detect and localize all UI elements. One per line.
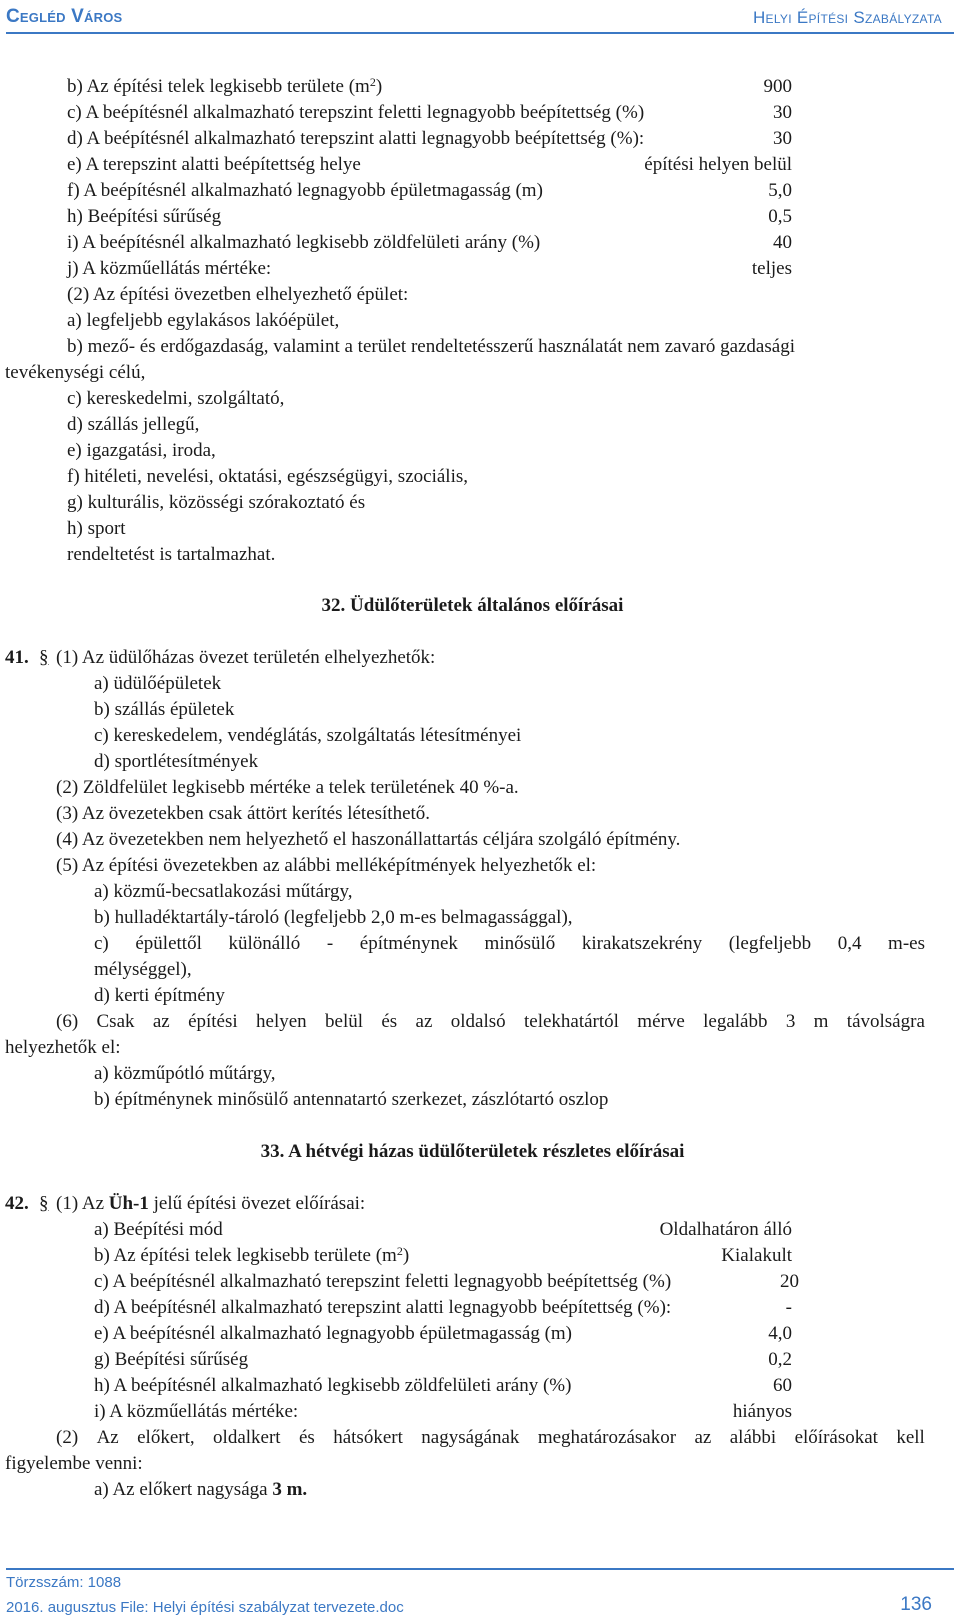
row-label: c) A beépítésnél alkalmazható terepszint feletti legnagyobb beépítettség (%): [67, 102, 645, 123]
par41-line: [0, 775, 960, 801]
justified-line-p6: [56, 1009, 925, 1035]
word: építési: [188, 1011, 238, 1032]
row-label: d) A beépítésnél alkalmazható terepszint alatti legnagyobb beépítettség (%):: [94, 1297, 672, 1318]
header-title: Helyi Építési Szabályzata: [752, 8, 942, 27]
row-value: 30: [773, 128, 792, 149]
row-label: h) A beépítésnél alkalmazható legkisebb zöldfelületi arány (%): [94, 1375, 572, 1396]
row-value: 0,2: [768, 1349, 792, 1370]
par41-text: (1) Az üdülőházas övezet területén elhelyezhetők:: [56, 647, 436, 668]
superscript: 2: [369, 75, 376, 89]
word: alábbi: [729, 1427, 777, 1448]
row-label: g) Beépítési sűrűség: [94, 1349, 249, 1370]
par41-item: a) közmű-becsatlakozási műtárgy,: [94, 881, 353, 902]
row-label: d) A beépítésnél alkalmazható terepszint alatti legnagyobb beépítettség (%):: [67, 128, 645, 149]
para2-line: [0, 282, 960, 308]
word: 0,4: [837, 933, 862, 954]
para2-line: [0, 438, 960, 464]
par41-line: [0, 931, 960, 957]
para2-item: c) kereskedelmi, szolgáltató,: [67, 388, 285, 409]
row-value: Oldalhatáron álló: [659, 1219, 792, 1240]
par41-text-cont: helyezhetők el:: [5, 1037, 121, 1058]
word: az: [694, 1427, 712, 1448]
label-end: ): [375, 76, 383, 97]
row-label: i) A beépítésnél alkalmazható legkisebb zöldfelületi arány (%): [67, 232, 541, 253]
row-value: teljes: [751, 258, 792, 279]
para2-line: [0, 360, 960, 386]
par42-line: [0, 1191, 960, 1217]
word: (6): [56, 1011, 79, 1032]
par42-row: [0, 1269, 960, 1295]
word: (2): [56, 1427, 79, 1448]
para2-item: a) legfeljebb egylakásos lakóépület,: [67, 310, 340, 331]
par41-item: a) üdülőépületek: [94, 673, 222, 694]
page-footer: [6, 1568, 954, 1618]
word: helyen: [256, 1011, 307, 1032]
para2-item: d) szállás jellegű,: [67, 414, 200, 435]
block1-row: [0, 126, 960, 152]
par41-line: [0, 723, 960, 749]
row-value: 5,0: [768, 180, 792, 201]
par42-line: [0, 1425, 960, 1451]
intro-post: jelű építési övezet előírásai:: [153, 1193, 366, 1214]
par41-line: [0, 905, 960, 931]
word: meghatározásakor: [537, 1427, 677, 1448]
word: oldalsó: [450, 1011, 506, 1032]
par41-item: d) sportlétesítmények: [94, 751, 259, 772]
para2-item: g) kulturális, közösségi szórakoztató és: [67, 492, 366, 513]
par42-row: [0, 1347, 960, 1373]
header-city: Cegléd Város: [6, 6, 123, 27]
word: -: [326, 933, 334, 954]
section-sign: §: [39, 647, 49, 668]
par42-line: [0, 1477, 960, 1503]
label-end: ): [402, 1245, 410, 1266]
par41-item: b) szállás épületek: [94, 699, 235, 720]
par42-row: [0, 1217, 960, 1243]
item-text: a) Az előkert nagysága: [94, 1479, 268, 1500]
row-value: 4,0: [768, 1323, 792, 1344]
page-number: 136: [900, 1594, 932, 1615]
par41-item: a) közműpótló műtárgy,: [94, 1063, 276, 1084]
word: és: [381, 1011, 398, 1032]
row-label: h) Beépítési sűrűség: [67, 206, 222, 227]
par42-intro: [56, 1191, 365, 1217]
row-value: 20: [780, 1271, 799, 1292]
superscript: 2: [396, 1244, 403, 1258]
word: Csak: [96, 1011, 135, 1032]
word: m-es: [888, 933, 925, 954]
word: és: [298, 1427, 315, 1448]
par41-line: [0, 645, 960, 671]
row-label: e) A beépítésnél alkalmazható legnagyobb épületmagasság (m): [94, 1323, 572, 1344]
para2-line: [0, 334, 960, 360]
section-title: 32. Üdülőterületek általános előírásai: [321, 595, 624, 616]
par41-line: [0, 827, 960, 853]
block1-row: [0, 230, 960, 256]
par41-text: (2) Zöldfelület legkisebb mértéke a telek területének 40 %-a.: [56, 777, 519, 798]
par41-text: (4) Az övezetekben nem helyezhető el haszonállattartás céljára szolgáló építmény.: [56, 829, 681, 850]
par42-row: [0, 1295, 960, 1321]
row-value: hiányos: [732, 1401, 792, 1422]
row-value: 30: [773, 102, 792, 123]
para2-line: [0, 542, 960, 568]
word: távolságra: [846, 1011, 925, 1032]
row-label: [94, 1243, 409, 1269]
para2-item: f) hitéleti, nevelési, oktatási, egészségügyi, szociális,: [67, 466, 468, 487]
word: mérve: [637, 1011, 685, 1032]
row-label: c) A beépítésnél alkalmazható terepszint feletti legnagyobb beépítettség (%): [94, 1271, 672, 1292]
word: 3: [785, 1011, 796, 1032]
par41-line: [0, 697, 960, 723]
block1-row: [0, 178, 960, 204]
row-value: 60: [773, 1375, 792, 1396]
par41-text: (5) Az építési övezetekben az alábbi melléképítmények helyezhetők el:: [56, 855, 597, 876]
word: (legfeljebb: [728, 933, 812, 954]
justified-line-p5c: [94, 931, 925, 957]
section-heading-row: [0, 593, 960, 619]
par41-line: [0, 983, 960, 1009]
section-title: 33. A hétvégi házas üdülőterületek részletes előírásai: [260, 1141, 685, 1162]
par42-row: [0, 1373, 960, 1399]
par41-line: [0, 749, 960, 775]
row-value: 900: [763, 76, 792, 97]
word: előkert,: [137, 1427, 195, 1448]
block1-row: [0, 152, 960, 178]
word: hátsókert: [333, 1427, 403, 1448]
block1-row: [0, 204, 960, 230]
word: az: [152, 1011, 170, 1032]
header-rule: [6, 32, 954, 34]
par42-text-cont: figyelembe venni:: [5, 1453, 143, 1474]
par41-item: b) építménynek minősülő antennatartó szerkezet, zászlótartó oszlop: [94, 1089, 609, 1110]
zone-code: Üh-1: [108, 1193, 149, 1214]
row-value: 40: [773, 232, 792, 253]
word: nagyságának: [421, 1427, 520, 1448]
par41-line: [0, 1009, 960, 1035]
block1-row: [0, 256, 960, 282]
par41-item: b) hulladéktartály-tároló (legfeljebb 2,0 m-es belmagassággal),: [94, 907, 573, 928]
row-value: Kialakult: [721, 1245, 792, 1266]
word: belül: [325, 1011, 364, 1032]
word: az: [415, 1011, 433, 1032]
par41-line: [0, 853, 960, 879]
row-label: a) Beépítési mód: [94, 1219, 223, 1240]
par41-line: [0, 671, 960, 697]
para2-item: h) sport: [67, 518, 126, 539]
block1-row: [0, 100, 960, 126]
row-label: f) A beépítésnél alkalmazható legnagyobb épületmagasság (m): [67, 180, 543, 201]
page-header: [6, 4, 954, 30]
para2-intro: (2) Az építési övezetben elhelyezhető épület:: [67, 284, 409, 305]
label-text: b) Az építési telek legkisebb területe (m: [94, 1245, 397, 1266]
justified-line-p2: [56, 1425, 925, 1451]
para2-item-cont: tevékenységi célú,: [5, 362, 146, 383]
word: épülettől: [135, 933, 202, 954]
par42-line: [0, 1451, 960, 1477]
par42-item: [94, 1477, 307, 1503]
label-text: b) Az építési telek legkisebb területe (m: [67, 76, 370, 97]
section-sign: §: [39, 1193, 49, 1214]
para2-end: rendeltetést is tartalmazhat.: [67, 544, 276, 565]
par41-item: c) kereskedelem, vendéglátás, szolgáltatás létesítményei: [94, 725, 522, 746]
para2-line: [0, 490, 960, 516]
word: telekhatártól: [523, 1011, 619, 1032]
word: legalább: [703, 1011, 768, 1032]
word: kell: [896, 1427, 925, 1448]
item-value: 3 m.: [272, 1479, 308, 1500]
row-label: i) A közműellátás mértéke:: [94, 1401, 299, 1422]
row-label: j) A közműellátás mértéke:: [67, 258, 272, 279]
para2-item: e) igazgatási, iroda,: [67, 440, 216, 461]
footer-registry: Törzsszám: 1088: [6, 1574, 122, 1591]
para2-item: b) mező- és erdőgazdaság, valamint a terület rendeltetésszerű használatát nem zavaró gazdasági: [67, 336, 795, 357]
word: oldalkert: [213, 1427, 281, 1448]
para2-line: [0, 464, 960, 490]
word: Az: [96, 1427, 119, 1448]
section-heading-row: [0, 1139, 960, 1165]
row-label: [67, 74, 382, 100]
par42-row: [0, 1243, 960, 1269]
par41-text: (3) Az övezetekben csak áttört kerítés létesíthető.: [56, 803, 431, 824]
par41-line: [0, 957, 960, 983]
par42-row: [0, 1321, 960, 1347]
intro-pre: (1) Az: [56, 1193, 105, 1214]
par41-line: [0, 879, 960, 905]
paragraph-number: 42.: [5, 1193, 29, 1214]
par41-line: [0, 1035, 960, 1061]
para2-line: [0, 386, 960, 412]
par41-item-cont: mélységgel),: [94, 959, 192, 980]
word: c): [94, 933, 109, 954]
word: kirakatszekrény: [581, 933, 703, 954]
block1-row: [0, 74, 960, 100]
row-value: -: [785, 1297, 792, 1318]
word: különálló: [228, 933, 301, 954]
para2-line: [0, 308, 960, 334]
footer-rule: [6, 1568, 954, 1570]
par41-line: [0, 801, 960, 827]
row-label: e) A terepszint alatti beépítettség helye: [67, 154, 361, 175]
paragraph-number: 41.: [5, 647, 29, 668]
word: előírásokat: [794, 1427, 878, 1448]
word: építménynek: [359, 933, 458, 954]
footer-file: 2016. augusztus File: Helyi építési szabályzat tervezete.doc: [6, 1599, 404, 1616]
par41-line: [0, 1061, 960, 1087]
para2-line: [0, 412, 960, 438]
row-value: 0,5: [768, 206, 792, 227]
par42-row: [0, 1399, 960, 1425]
par41-line: [0, 1087, 960, 1113]
word: m: [813, 1011, 829, 1032]
par41-item: d) kerti építmény: [94, 985, 225, 1006]
para2-line: [0, 516, 960, 542]
word: minősülő: [484, 933, 556, 954]
row-value: építési helyen belül: [644, 154, 792, 175]
